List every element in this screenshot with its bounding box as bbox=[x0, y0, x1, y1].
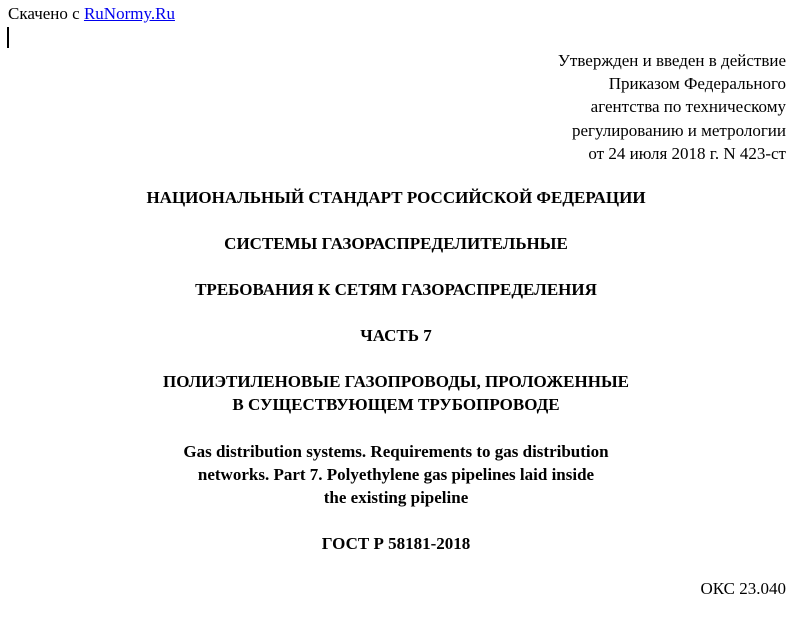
part-text: ЧАСТЬ 7 bbox=[360, 326, 432, 345]
download-source-line bbox=[8, 4, 175, 24]
systems-text: СИСТЕМЫ ГАЗОРАСПРЕДЕЛИТЕЛЬНЫЕ bbox=[224, 234, 568, 253]
requirements-text: ТРЕБОВАНИЯ К СЕТЯМ ГАЗОРАСПРЕДЕЛЕНИЯ bbox=[195, 280, 597, 299]
gost-text: ГОСТ Р 58181-2018 bbox=[321, 534, 471, 553]
approval-line: агентства по техническому bbox=[590, 97, 786, 117]
subject-line: ПОЛИЭТИЛЕНОВЫЕ ГАЗОПРОВОДЫ, ПРОЛОЖЕННЫЕ bbox=[163, 372, 629, 391]
runormy-link[interactable]: RuNormy.Ru bbox=[83, 4, 175, 23]
national-standard-heading bbox=[0, 186, 792, 209]
text-cursor bbox=[7, 27, 9, 48]
systems-heading bbox=[0, 232, 792, 255]
download-prefix: Скачено с bbox=[8, 4, 84, 23]
english-title-line: the existing pipeline bbox=[323, 488, 469, 507]
english-title-line: networks. Part 7. Polyethylene gas pipelines laid inside bbox=[197, 465, 595, 484]
requirements-heading bbox=[0, 278, 792, 301]
part-heading bbox=[0, 324, 792, 347]
gost-designation bbox=[0, 532, 792, 555]
approval-line: регулированию и метрологии bbox=[571, 120, 786, 140]
approval-line: Утвержден и введен в действие bbox=[557, 51, 786, 70]
subject-line: В СУЩЕСТВУЮЩЕМ ТРУБОПРОВОДЕ bbox=[232, 395, 560, 414]
approval-line: от 24 июля 2018 г. N 423-ст bbox=[588, 143, 786, 163]
english-title bbox=[0, 440, 792, 509]
okc-code: ОКС 23.040 bbox=[700, 579, 786, 598]
english-title-line: Gas distribution systems. Requirements to gas distribution bbox=[183, 442, 609, 461]
subject-heading bbox=[0, 370, 792, 416]
approval-line: Приказом Федерального bbox=[608, 74, 786, 94]
approval-block bbox=[558, 49, 786, 165]
national-standard-text: НАЦИОНАЛЬНЫЙ СТАНДАРТ РОССИЙСКОЙ ФЕДЕРАЦИИ bbox=[146, 188, 646, 207]
